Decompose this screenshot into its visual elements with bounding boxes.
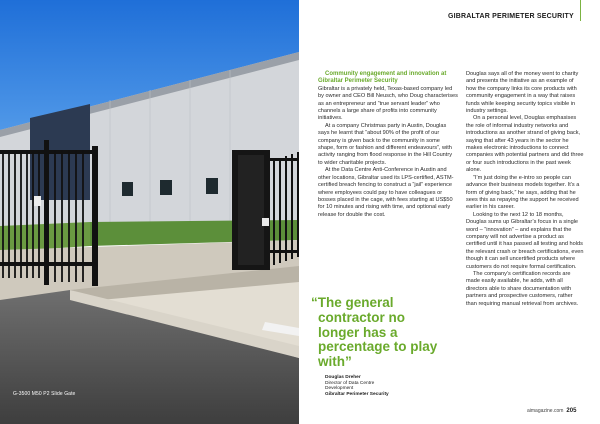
paragraph: Looking to the next 12 to 18 months, Douglas sums up Gibraltar’s focus in a single word – “innovation” – and explains that the company will not advertise a product as certified until it has passed all testing and holds the relevant crash or breach certifications, even though it can sell uncertified products where customers do not require formal certification. — [466, 211, 584, 270]
paragraph: At the Data Centre Anti-Conference in Austin and other locations, Gibraltar used its LPS-certified, ASTM-certified breach fencing to construct a “jail” experience where employees could pay to have colleagues or bosses placed in the cage, with fees starting at US$50 for 10 minutes and rising with time, and optional early release for double the cost. — [318, 167, 454, 218]
gate-photo — [0, 0, 299, 424]
page-number: 205 — [566, 408, 577, 414]
running-head: GIBRALTAR PERIMETER SECURITY — [448, 13, 574, 20]
attribution-name: Douglas Dreher — [325, 375, 361, 380]
article-column-2 — [466, 71, 584, 308]
paragraph: Gibraltar is a privately held, Texas-based company led by owner and CEO Bill Neusch, who Doug characterises as an entrepreneur and “true servant leader” who channels a large share of profits into community initiatives. — [318, 85, 458, 122]
page-footer — [527, 408, 576, 414]
paragraph: On a personal level, Douglas emphasises the role of informal industry networks and introductions as another strand of giving back, saying that after 43 years in the sector he makes electronic introductions to connect companies with potential partners and did three or four such introductions in the past week alone. — [466, 115, 584, 174]
header-accent-rule — [580, 0, 581, 21]
footer-site[interactable]: aimagazine.com — [527, 408, 564, 414]
attribution-title-1: Director of Data Centre — [325, 380, 375, 386]
photo-caption: G-3500 M50 P2 Slide Gate — [13, 391, 76, 397]
article-column-1 — [318, 71, 458, 219]
paragraph: “I’m just doing the e-intro so people can advance their business models together. It’s a form of giving back,” he says, adding that he sees this as repaying the support he received earlier in his career. — [466, 174, 580, 211]
quote-mark: “ — [311, 295, 318, 310]
attribution-company: Gibraltar Perimeter Security — [325, 392, 389, 398]
pull-quote-text: The general contractor no longer has a percentage to play with” — [317, 295, 438, 370]
paragraph: The company’s certification records are made easily available, he adds, with all directors able to share documentation with partners and prospective customers, rather than requiring manual retrieval from archives. — [466, 270, 579, 307]
paragraph: At a company Christmas party in Austin, Douglas says he learnt that “about 90% of the profit of our company is given back to the community in some shape, form or fashion and different endeavours”, with activity ranging from flood response in the Hill Country to wider charitable projects. — [318, 122, 453, 166]
attribution-title-2: Development — [325, 386, 354, 392]
gate-photo-illustration — [0, 0, 299, 424]
paragraph: Douglas says all of the money went to charity and presents the initiative as an example of how the company links its core products with community engagement in a way that raises funds while keeping security topics visible in industry settings. — [466, 71, 579, 115]
pull-quote — [311, 295, 448, 370]
section-subhead: Community engagement and innovation at Gibraltar Perimeter Security — [318, 71, 447, 85]
quote-attribution — [325, 375, 455, 398]
